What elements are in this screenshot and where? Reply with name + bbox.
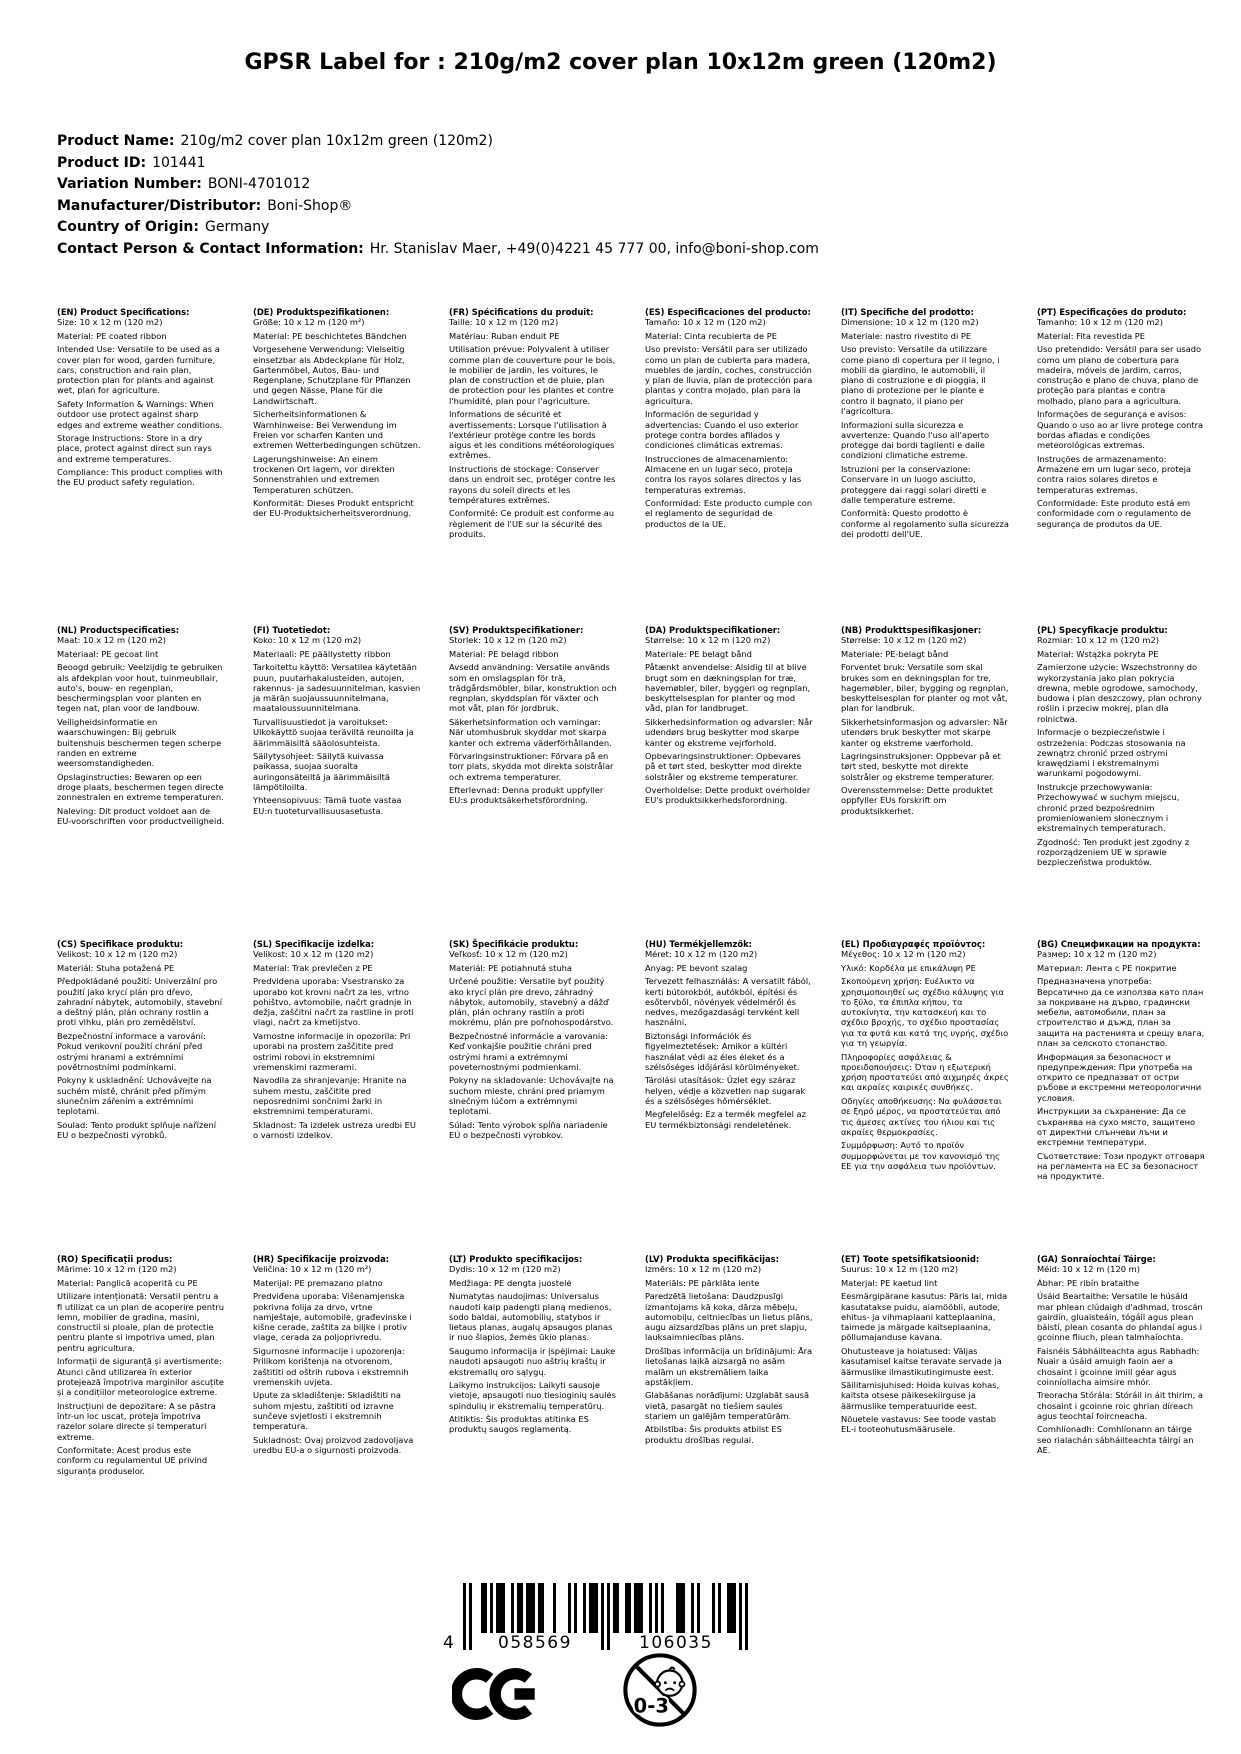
block-paragraph: Materiál: PE potiahnutá stuha (449, 962, 572, 973)
language-block-fi (253, 625, 421, 816)
block-paragraph: Størrelse: 10 x 12 m (120 m2) (841, 635, 967, 646)
age-warning-icon (621, 1651, 699, 1729)
block-title: (CS) Specifikace produktu: (57, 939, 184, 949)
block-paragraph: Ohutusteave ja hoiatused: Väljas kasutamisel kaitse teravate servade ja äärmuslike ilmastikutingimuste eest. (841, 1345, 1002, 1377)
block-title: (FR) Spécifications du produit: (449, 307, 594, 317)
product-info-row (57, 217, 819, 239)
block-title: (FI) Tuotetiedot: (253, 625, 331, 635)
block-paragraph: Инструкции за съхранение: Да се съхранява на сухо място, защитено от директни слънчеви лъчи и екстремни температури. (1037, 1106, 1196, 1148)
info-label: Product Name: (57, 133, 175, 149)
block-paragraph: Zamierzone użycie: Wszechstronny do wykorzystania jako plan pokrycia drewna, meble ogrodowe, samochody, budowa i plan deszczowy, plan ochrony roślin i przeciw mokrej, plan dla rolnictwa. (1037, 662, 1202, 724)
block-paragraph: Material: PE coated ribbon (57, 330, 167, 341)
product-info-row (57, 239, 819, 261)
block-paragraph: Istruzioni per la conservazione: Conservare in un luogo asciutto, proteggere dai raggi solari diretti e dalle temperature estreme. (841, 463, 987, 505)
language-block-pl (1037, 625, 1205, 867)
block-paragraph: Méret: 10 x 12 m (120 m2) (645, 949, 758, 960)
block-paragraph: Anyag: PE bevont szalag (645, 962, 748, 973)
block-paragraph: Naleving: Dit product voldoet aan de EU-voorschriften voor productveiligheid. (57, 805, 225, 826)
block-paragraph: Materiāls: PE pārklāta lente (645, 1277, 760, 1288)
block-paragraph: Konformität: Dieses Produkt entspricht der EU-Produktsicherheitsverordnung. (253, 497, 414, 519)
language-block-ro (57, 1254, 225, 1476)
block-paragraph: Laikymo instrukcijos: Laikyti sausoje vietoje, apsaugoti nuo tiesioginių saulės spindulių ir ekstremalių temperatūrų. (449, 1380, 616, 1411)
language-block-es (645, 307, 813, 529)
block-paragraph: Materiał: Wstążka pokryta PE (1037, 648, 1159, 659)
language-block-ga (1037, 1254, 1205, 1455)
block-paragraph: Tarkoitettu käyttö: Versatilea käytetään puun, puutarhakalusteiden, autojen, rakennus- ja sadesuunnitelman, kasvien ja märän suojaussuunnitelmana, maataloussuunnitelmana. (253, 662, 421, 714)
block-paragraph: Paredzētā lietošana: Daudzpusīgi izmantojams kā koka, dārza mēbeļu, automobiļu, celtniecības un lietus plāns, augu aizsardzības plāns un pret slapju, lauksaimniecības plāns. (645, 1291, 813, 1343)
block-paragraph: Säilytysohjeet: Säilytä kuivassa paikassa, suojaa suoralta auringonsäteiltä ja äärimmäisiltä lämpötiloilta. (253, 751, 391, 792)
block-paragraph: Conformitate: Acest produs este conform cu regulamentul UE privind siguranța produselor. (57, 1444, 208, 1476)
block-paragraph: Compliance: This product complies with the EU product safety regulation. (57, 467, 223, 488)
block-paragraph: Materjal: PE kaetud lint (841, 1277, 938, 1288)
block-paragraph: Matériau: Ruban enduit PE (449, 330, 560, 341)
block-title: (EN) Product Specifications: (57, 307, 190, 317)
block-paragraph: Glabāšanas norādījumi: Uzglabāt sausā vietā, pasargāt no tiešiem saules stariem un galējām temperatūrām. (645, 1390, 810, 1421)
block-paragraph: Saugumo informacija ir įspėjimai: Lauke naudoti apsaugoti nuo aštrių kraštų ir ekstremalių oro sąlygų. (449, 1345, 616, 1377)
block-title: (SK) Špecifikácie produktu: (449, 939, 579, 949)
block-paragraph: Säilitamisjuhised: Hoida kuivas kohas, kaitsta otsese päikesekiirguse ja äärmuslike temperatuuride eest. (841, 1380, 1000, 1411)
language-block-nb (841, 625, 1009, 816)
block-paragraph: Koko: 10 x 12 m (120 m2) (253, 635, 362, 646)
block-paragraph: Dimensione: 10 x 12 m (120 m2) (841, 317, 979, 328)
block-paragraph: Předpokládané použití: Univerzální pro použití jako krycí plán pro dřevo, zahradní nábytek, automobily, stavební a deštný plán, plán ochrany rostlin a proti vlhku, plán pro zemědělství. (57, 976, 223, 1028)
block-paragraph: Maat: 10 x 12 m (120 m2) (57, 635, 166, 646)
language-block-sv (449, 625, 617, 806)
block-paragraph: Säkerhetsinformation och varningar: När utomhusbruk skyddar mot skarpa kanter och extrema väderförhållanden. (449, 716, 612, 748)
info-value: 101441 (152, 154, 206, 171)
product-info-row (57, 196, 819, 218)
block-paragraph: Velikost: 10 x 12 m (120 m2) (57, 949, 178, 960)
block-paragraph: Opslaginstructies: Bewaren op een droge plaats, beschermen tegen directe zonnestralen en extreme temperaturen. (57, 771, 224, 803)
block-paragraph: Размер: 10 x 12 m (120 m2) (1037, 949, 1157, 960)
block-paragraph: Beoogd gebruik: Veelzijdig te gebruiken als afdekplan voor hout, tuinmeubilair, auto's, bouw- en regenplan, beschermingsplan voor planten en tegen nat, plan voor de landbouw. (57, 662, 223, 714)
ce-mark (452, 1663, 540, 1729)
block-paragraph: Informații de siguranță și avertismente: Atunci când utilizarea în exterior protejează împotriva marginilor ascuțite și a condițiilor meteorologice extreme. (57, 1356, 224, 1398)
block-paragraph: Materiale: PE belagt bånd (645, 648, 752, 659)
block-paragraph: Veiligheidsinformatie en waarschuwingen: Bij gebruik buitenshuis beschermen tegen scherpe randen en extreme weersomstandigheden. (57, 716, 222, 769)
block-paragraph: Medžiaga: PE dengta juostelė (449, 1277, 572, 1288)
block-paragraph: Información de seguridad y advertencias: Cuando el uso exterior protege contra bordes afilados y condiciones climáticas extremas. (645, 409, 799, 451)
block-paragraph: Sikkerhetsinformasjon og advarsler: Når utendørs bruk beskytter mot skarpe kanter og ekstreme værforhold. (841, 716, 1008, 748)
language-block-lv (645, 1254, 813, 1445)
block-paragraph: Eesmärgipärane kasutus: Päris lai, mida kasutatakse puidu, aiamööbli, autode, ehitus- ja vihmaplaani katteplaanina, taimede ja märgade kaitseplaanina, põllumajanduse kavana. (841, 1291, 1008, 1343)
block-paragraph: Conformità: Questo prodotto è conforme al regolamento sulla sicurezza dei prodotti dell'UE. (841, 508, 1009, 539)
block-paragraph: Material: PE belagd ribbon (449, 648, 559, 659)
ce-mark-icon (452, 1663, 540, 1725)
block-paragraph: Utilizare intenționată: Versatil pentru a fi utilizat ca un plan de acoperire pentru lemn, mobilier de gradina, masini, constructii si ploaie, plan de protectie pentru plante si impotriva umed, plan pentru agricultura. (57, 1291, 224, 1353)
block-paragraph: Numatytas naudojimas: Universalus naudoti kaip padengti planą medienos, sodo baldai, automobilių, statybos ir lietaus planas, augalų apsaugos planas ir nuo šlapios, žemės ūkio planas. (449, 1291, 613, 1343)
product-info-row (57, 153, 819, 175)
language-block-el (841, 939, 1009, 1171)
block-paragraph: Предназначена употреба: Версатично да се използва като план за покриване на дърво, градински мебели, автомобили, план за строителство и дъжд, план за защита на растенията и срещу влага, план за селското стопанство. (1037, 976, 1205, 1049)
block-paragraph: Instruções de armazenamento: Armazene em um lugar seco, proteja contra raios solares diretos e temperaturas extremas. (1037, 453, 1191, 495)
block-paragraph: Instrukcje przechowywania: Przechowywać w suchym miejscu, chronić przed bezpośrednim promieniowaniem słonecznym i ekstremalnych temperaturach. (1037, 781, 1180, 834)
info-value: Germany (205, 219, 270, 235)
block-paragraph: Materiale: nastro rivestito di PE (841, 330, 972, 341)
block-title: (HU) Termékjellemzők: (645, 939, 753, 949)
block-paragraph: Pokyny k uskladnění: Uchovávejte na suchém místě, chránit před přímým slunečním zářením a extrémními teplotami. (57, 1075, 212, 1117)
block-paragraph: Upute za skladištenje: Skladištiti na suhom mjestu, zaštititi od izravne sunčeve svjetlosti i ekstremnih temperatura. (253, 1390, 401, 1432)
block-paragraph: Rozmiar: 10 x 12 m (120 m2) (1037, 635, 1159, 646)
block-paragraph: Uso previsto: Versatile da utilizzare come piano di copertura per il legno, i mobili da giardino, le automobili, il piano di costruzione e di pioggia, il piano di protezione per le piante e contro il bagnato, il piano per l'agricoltura. (841, 344, 1000, 417)
block-paragraph: Efterlevnad: Denna produkt uppfyller EU:s produktsäkerhetsförordning. (449, 785, 604, 806)
info-label: Country of Origin: (57, 219, 199, 235)
block-paragraph: Materiaali: PE päällystetty ribbon (253, 648, 391, 659)
block-title: (BG) Спецификации на продукта: (1037, 939, 1201, 949)
block-paragraph: Υλικό: Κορδέλα με επικάλυψη PE (841, 962, 976, 973)
block-title: (LT) Produkto specifikacijos: (449, 1254, 583, 1264)
block-title: (SL) Specifikacije izdelka: (253, 939, 375, 949)
block-paragraph: Size: 10 x 12 m (120 m2) (57, 317, 163, 328)
block-paragraph: Material: Fita revestida PE (1037, 330, 1146, 341)
block-paragraph: Förvaringsinstruktioner: Förvara på en torr plats, skydda mot direkta solstrålar och extrema temperaturer. (449, 751, 614, 782)
block-paragraph: Informacje o bezpieczeństwie i ostrzeżenia: Podczas stosowania na zewnątrz chronić przed ostrymi krawędziami i ekstremalnymi warunkami pogodowymi. (1037, 727, 1186, 779)
block-title: (DE) Produktspezifikationen: (253, 307, 390, 317)
age-range-text: 0-3 (633, 1694, 669, 1718)
block-paragraph: Izmērs: 10 x 12 m (120 m2) (645, 1264, 762, 1275)
block-paragraph: Größe: 10 x 12 m (120 m²) (253, 317, 365, 328)
block-paragraph: Avsedd användning: Versatile används som en omslagsplan för trä, trädgårdsmöbler, bilar, konstruktion och regnplan, skyddsplan för växter och mot våt, plan för jordbruk. (449, 662, 617, 714)
block-paragraph: Πληροφορίες ασφάλειας & προειδοποιήσεις: Όταν η εξωτερική χρήση προστατεύει από αιχμηρές άκρες και ακραίες καιρικές συνθήκες. (841, 1051, 1009, 1093)
block-paragraph: Informations de sécurité et avertissements: Lorsque l'utilisation à l'extérieur protège contre les bords aigus et les conditions météorologiques extrêmes. (449, 409, 615, 461)
language-block-it (841, 307, 1009, 539)
block-title: (HR) Specifikacije proizvoda: (253, 1254, 390, 1264)
info-value: Boni-Shop® (267, 197, 353, 214)
block-paragraph: Súlad: Tento výrobok spĺňa nariadenie EÚ o bezpečnosti výrobkov. (449, 1119, 608, 1140)
block-paragraph: Materijal: PE premazano platno (253, 1277, 383, 1288)
language-block-de (253, 307, 421, 519)
block-paragraph: Uso previsto: Versátil para ser utilizado como un plan de cubierta para madera, muebles de jardín, coches, construcción y plan de lluvia, plan de protección para plantas y contra mojado, plan para la agricultura. (645, 344, 813, 406)
block-paragraph: Conformidad: Este producto cumple con el reglamento de seguridad de productos de la UE. (645, 497, 813, 529)
block-paragraph: Overensstemmelse: Dette produktet oppfyller EUs forskrift om produktsikkerhet. (841, 785, 993, 816)
block-paragraph: Tamanho: 10 x 12 m (120 m2) (1037, 317, 1163, 328)
language-block-hr (253, 1254, 421, 1455)
block-paragraph: Treoracha Stórála: Stóráil in áit thirim, a chosaint i gcoinne roic ghrian díreach agus teochtaí foircneacha. (1037, 1390, 1204, 1421)
block-paragraph: Opbevaringsinstruktioner: Opbevares på et tørt sted, beskytter mod direkte solstråler og ekstreme temperaturer. (645, 751, 802, 782)
language-block-lt (449, 1254, 617, 1435)
block-title: (RO) Specificații produs: (57, 1254, 173, 1264)
block-paragraph: Material: Panglică acoperită cu PE (57, 1277, 198, 1288)
block-title: (LV) Produkta specifikācijas: (645, 1254, 779, 1264)
language-blocks-grid (57, 307, 1205, 1476)
info-value: Hr. Stanislav Maer, +49(0)4221 45 777 00, info@boni-shop.com (369, 240, 819, 257)
block-paragraph: Velikost: 10 x 12 m (120 m2) (253, 949, 374, 960)
language-block-en (57, 307, 225, 488)
baby-face-icon (655, 1667, 684, 1696)
block-paragraph: Pokyny na skladovanie: Uchovávajte na suchom mieste, chráni pred priamym slnečným lúčom a extrémnymi teplotami. (449, 1075, 614, 1117)
block-paragraph: Påtænkt anvendelse: Alsidig til at blive brugt som en dækningsplan for træ, havemøbler, biler, byggeri og regnplan, beskyttelsesplan for planter og mod våd, plan for landbruget. (645, 662, 811, 714)
block-title: (NB) Produkttspesifikasjoner: (841, 625, 982, 635)
block-paragraph: Storage Instructions: Store in a dry place, protect against direct sun rays and extreme temperatures. (57, 433, 212, 464)
block-paragraph: Material: Trak prevlečen z PE (253, 962, 373, 973)
language-block-et (841, 1254, 1009, 1435)
block-paragraph: Atbilstība: Šis produkts atbilst ES produktu drošības regulai. (645, 1424, 782, 1445)
block-paragraph: Atitiktis: Šis produktas atitinka ES produktų saugos reglamentą. (449, 1414, 589, 1435)
block-title: (DA) Produktspecifikationer: (645, 625, 781, 635)
info-label: Variation Number: (57, 176, 202, 192)
block-paragraph: Material: Cinta recubierta de PE (645, 330, 777, 341)
block-paragraph: Lagringsinstruksjoner: Oppbevar på et tørt sted, beskytte mot direkte solstråler og ekstreme temperaturer. (841, 751, 1001, 782)
block-paragraph: Utilisation prévue: Polyvalent à utiliser comme plan de couverture pour le bois, le mobilier de jardin, les voitures, le plan de construction et de pluie, plan de protection pour les plantes et contre l'humidité, plan pour l'agriculture. (449, 344, 616, 406)
block-title: (NL) Productspecificaties: (57, 625, 180, 635)
block-paragraph: Sukladnost: Ovaj proizvod zadovoljava uredbu EU-a o sigurnosti proizvoda. (253, 1434, 414, 1455)
block-paragraph: Sicherheitsinformationen & Warnhinweise: Bei Verwendung im Freien vor scharfen Kanten und extremen Wetterbedingungen schützen. (253, 409, 421, 451)
block-paragraph: Bezpečnostní informace a varování: Pokud venkovní použití chrání před ostrými hranami a extrémními povětrnostními podmínkami. (57, 1030, 206, 1072)
block-paragraph: Sikkerhedsinformation og advarsler: Når udendørs brug beskytter mod skarpe kanter og ekstreme vejrforhold. (645, 716, 813, 748)
block-paragraph: Yhteensopivuus: Tämä tuote vastaa EU:n tuoteturvallisuusasetusta. (253, 795, 402, 816)
block-paragraph: Safety Information & Warnings: When outdoor use protect against sharp edges and extreme weather conditions. (57, 398, 223, 430)
block-paragraph: Ábhar: PE ribín brataithe (1037, 1277, 1140, 1288)
block-paragraph: Tamaño: 10 x 12 m (120 m2) (645, 317, 766, 328)
barcode-first-digit: 4 (443, 1633, 454, 1653)
block-paragraph: Určené použitie: Versatile byť použitý ako krycí plán pre drevo, záhradný nábytok, automobily, stavebný a dážď plán, plán ochrany rastlín a proti mokrému, plán pre poľnohospodárstvo. (449, 976, 614, 1028)
block-paragraph: Skladnost: Ta izdelek ustreza uredbi EU o varnosti izdelkov. (253, 1119, 416, 1140)
language-block-bg (1037, 939, 1205, 1181)
block-paragraph: Turvallisuustiedot ja varoitukset: Ulkokäyttö suojaa teräviltä reunoilta ja äärimmäisiltä sääolosuhteista. (253, 716, 414, 748)
info-label: Contact Person & Contact Information: (57, 240, 364, 257)
block-paragraph: Materiale: PE-belagt bånd (841, 648, 949, 659)
block-paragraph: Lagerungshinweise: An einem trockenen Ort lagern, vor direkten Sonnenstrahlen und extremen Temperaturen schützen. (253, 453, 395, 495)
language-block-hu (645, 939, 813, 1130)
block-paragraph: Съответствие: Този продукт отговаря на регламента на ЕС за безопасност на продуктите. (1037, 1150, 1205, 1182)
language-block-pt (1037, 307, 1205, 529)
block-paragraph: Instructions de stockage: Conserver dans un endroit sec, protéger contre les rayons du soleil directs et les températures extrêmes. (449, 463, 616, 505)
language-block-nl (57, 625, 225, 826)
block-paragraph: Méid: 10 x 12 m (120 m) (1037, 1264, 1140, 1275)
block-paragraph: Veličina: 10 x 12 m (120 m²) (253, 1264, 372, 1275)
barcode-right-digits: 106035 (639, 1633, 713, 1653)
barcode-icon (441, 1583, 749, 1653)
block-paragraph: Soulad: Tento produkt splňuje nařízení EU o bezpečnosti výrobků. (57, 1119, 217, 1140)
block-paragraph: Faisnéis Sábháilteachta agus Rabhadh: Nuair a úsáid amuigh faoin aer a chosaint i gcoinne imill géar agus coinníollacha aimsire mhór. (1037, 1345, 1200, 1387)
block-title: (ES) Especificaciones del producto: (645, 307, 811, 317)
block-paragraph: Drošības informācija un brīdinājumi: Āra lietošanas laikā aizsargā no asām malām un ekstremāliem laika apstākļiem. (645, 1345, 813, 1387)
block-paragraph: Overholdelse: Dette produkt overholder EU's produktsikkerhedsforordning. (645, 785, 811, 806)
block-paragraph: Sigurnosne informacije i upozorenja: Prilikom korištenja na otvorenom, zaštititi od oštrih rubova i ekstremnih vremenskih uvjeta. (253, 1345, 409, 1387)
block-paragraph: Storlek: 10 x 12 m (120 m2) (449, 635, 567, 646)
block-paragraph: Comhlíonadh: Comhlíonann an táirge seo rialachán sábháilteachta táirgí an AE. (1037, 1424, 1194, 1455)
block-paragraph: Nõuetele vastavus: See toode vastab EL-i tooteohutusmäärusele. (841, 1414, 997, 1435)
block-paragraph: Tárolási utasítások: Üzlet egy száraz helyen, védje a közvetlen nap sugarak és a szélsőséges hőmérséklet. (645, 1075, 806, 1106)
block-paragraph: Material: PE beschichtetes Bändchen (253, 330, 407, 341)
block-paragraph: Navodila za shranjevanje: Hranite na suhem mestu, zaščitite pred neposrednimi sončnimi žarki in ekstremnimi temperaturami. (253, 1075, 407, 1117)
block-paragraph: Материал: Лента с PE покритие (1037, 962, 1177, 973)
block-title: (IT) Specifiche del prodotto: (841, 307, 974, 317)
info-value: 210g/m2 cover plan 10x12m green (120m2) (180, 133, 493, 149)
block-paragraph: Instrucciones de almacenamiento: Almacene en un lugar seco, proteja contra los rayos solares directos y las temperaturas extremas. (645, 453, 802, 495)
block-paragraph: Conformité: Ce produit est conforme au règlement de l'UE sur la sécurité des produits. (449, 508, 615, 539)
block-title: (PL) Specyfikacje produktu: (1037, 625, 1168, 635)
product-info (57, 131, 819, 260)
block-paragraph: Tervezett felhasználás: A versatilt fából, kerti bútorokból, autókból, építési és esőtervből, növények védelméről és nedves, mezőgazdasági tervként kell használni. (645, 976, 811, 1028)
block-paragraph: Varnostne informacije in opozorila: Pri uporabi na prostem zaščitite pred ostrimi robovi in ekstremnimi vremenskimi razmerami. (253, 1030, 411, 1072)
block-title: (ET) Toote spetsifikatsioonid: (841, 1254, 980, 1264)
block-paragraph: Mărime: 10 x 12 m (120 m2) (57, 1264, 177, 1275)
block-paragraph: Biztonsági információk és figyelmeztetések: Amikor a kültéri használat védi az éles éleket és a szélsőséges időjárási körülményeket. (645, 1030, 800, 1072)
language-block-fr (449, 307, 617, 539)
block-paragraph: Predviđena uporaba: Višenamjenska pokrivna folija za drvo, vrtne namještaje, automobile, građevinske i kišne cerade, zaštita za biljke i protiv vlage, cerada za poljoprivredu. (253, 1291, 412, 1343)
age-warning-0-3 (621, 1651, 699, 1733)
block-paragraph: Συμμόρφωση: Αυτό το προϊόν συμμορφώνεται με τον κανονισμό της ΕΕ για την ασφάλεια των προϊόντων. (841, 1140, 1001, 1171)
page-title: GPSR Label for : 210g/m2 cover plan 10x12m green (120m2) (244, 50, 997, 75)
block-paragraph: Materiál: Stuha potažená PE (57, 962, 175, 973)
block-paragraph: Informações de segurança e avisos: Quando o uso ao ar livre protege contra bordas afiadas e condições meteorológicas extremas. (1037, 409, 1204, 451)
block-paragraph: Информация за безопасност и предупреждения: При употреба на открито се предпазват от остри ръбове и екстремни метеорологични условия. (1037, 1051, 1202, 1103)
block-paragraph: Conformidade: Este produto está em conformidade com o regulamento de segurança de produtos da UE. (1037, 497, 1192, 529)
block-paragraph: Dydis: 10 x 12 m (120 m2) (449, 1264, 561, 1275)
block-paragraph: Forventet bruk: Versatile som skal brukes som en dekningsplan for tre, hagemøbler, biler, bygging og regnplan, beskyttelsesplan for planter og mot våt, plan for landbruk. (841, 662, 1009, 714)
block-paragraph: Úsáid Beartaithe: Versatile le húsáid mar phlean clúdaigh d'adhmad, troscán gairdín, gluaisteáin, tógáil agus plean báistí, plean cosanta do phlandaí agus i gcoinne fliuch, plean talmhaíochta. (1037, 1291, 1203, 1343)
block-paragraph: Vorgesehene Verwendung: Vielseitig einsetzbar als Abdeckplane für Holz, Gartenmöbel, Autos, Bau- und Regenplane, Schutzplane für Pflanzen und gegen Nässe, Plane für die Landwirtschaft. (253, 344, 411, 406)
barcode-left-digits: 058569 (498, 1633, 572, 1653)
block-title: (PT) Especificações do produto: (1037, 307, 1187, 317)
ean13-barcode (441, 1583, 749, 1657)
block-paragraph: Megfelelőség: Ez a termék megfelel az EU termékbiztonsági rendeletének. (645, 1109, 806, 1130)
block-paragraph: Zgodność: Ten produkt jest zgodny z rozporządzeniem UE w sprawie bezpieczeństwa produktów. (1037, 836, 1190, 868)
block-paragraph: Størrelse: 10 x 12 m (120 m2) (645, 635, 771, 646)
block-paragraph: Predvidena uporaba: Vsestransko za uporabo kot krovni načrt za les, vrtno pohištvo, avtomobile, načrt gradnje in dežja, zaščitni načrt za rastline in proti vlagi, načrt za kmetijstvo. (253, 976, 414, 1028)
info-value: BONI-4701012 (207, 176, 311, 192)
block-paragraph: Informazioni sulla sicurezza e avvertenze: Quando l'uso all'aperto protegge dai bordi taglienti e dalle condizioni climatiche estreme. (841, 419, 990, 461)
language-block-cs (57, 939, 225, 1140)
language-block-sl (253, 939, 421, 1140)
info-label: Product ID: (57, 154, 147, 171)
block-paragraph: Taille: 10 x 12 m (120 m2) (449, 317, 559, 328)
block-title: (SV) Produktspecifikationer: (449, 625, 584, 635)
block-paragraph: Σκοπούμενη χρήση: Ευέλικτο να χρησιμοποιηθεί ως σχέδιο κάλυψης για το ξύλο, τα έπιπλα κήπου, τα αυτοκίνητα, την κατασκευή και το σχέδιο βροχής, το σχέδιο προστασίας για τα φυτά και κατά της υγρής, σχέδιο για τη γεωργία. (841, 976, 1009, 1049)
block-paragraph: Uso pretendido: Versátil para ser usado como um plano de cobertura para madeira, móveis de jardim, carros, construção e plano de chuva, plano de proteção para plantas e contra molhado, plano para a agricultura. (1037, 344, 1202, 406)
block-paragraph: Οδηγίες αποθήκευσης: Να φυλάσσεται σε ξηρό μέρος, να προστατεύεται από τις άμεσες ακτίνες του ήλιου και τις ακραίες θερμοκρασίες. (841, 1095, 1002, 1137)
block-paragraph: Instrucțiuni de depozitare: A se păstra într-un loc uscat, proteja împotriva razelor solare directe și temperaturi extreme. (57, 1400, 216, 1442)
product-info-row (57, 174, 819, 196)
block-title: (GA) Sonraíochtaí Táirge: (1037, 1254, 1156, 1264)
language-block-da (645, 625, 813, 806)
info-label: Manufacturer/Distributor: (57, 197, 262, 214)
block-paragraph: Μέγεθος: 10 x 12 m (120 m2) (841, 949, 966, 960)
language-block-sk (449, 939, 617, 1140)
block-paragraph: Suurus: 10 x 12 m (120 m2) (841, 1264, 959, 1275)
block-paragraph: Intended Use: Versatile to be used as a cover plan for wood, garden furniture, cars, construction and rain plan, protection plan for plants and against wet, plan for agriculture. (57, 344, 220, 396)
block-paragraph: Materiaal: PE gecoat lint (57, 648, 159, 659)
product-info-row (57, 131, 819, 153)
block-paragraph: Bezpečnostné informácie a varovania: Keď vonkajšie použitie chráni pred ostrými hrami a extrémnymi poveternostnými podmienkami. (449, 1030, 609, 1072)
block-title: (EL) Προδιαγραφές προϊόντος: (841, 939, 986, 949)
block-paragraph: Veľkosť: 10 x 12 m (120 m2) (449, 949, 568, 960)
